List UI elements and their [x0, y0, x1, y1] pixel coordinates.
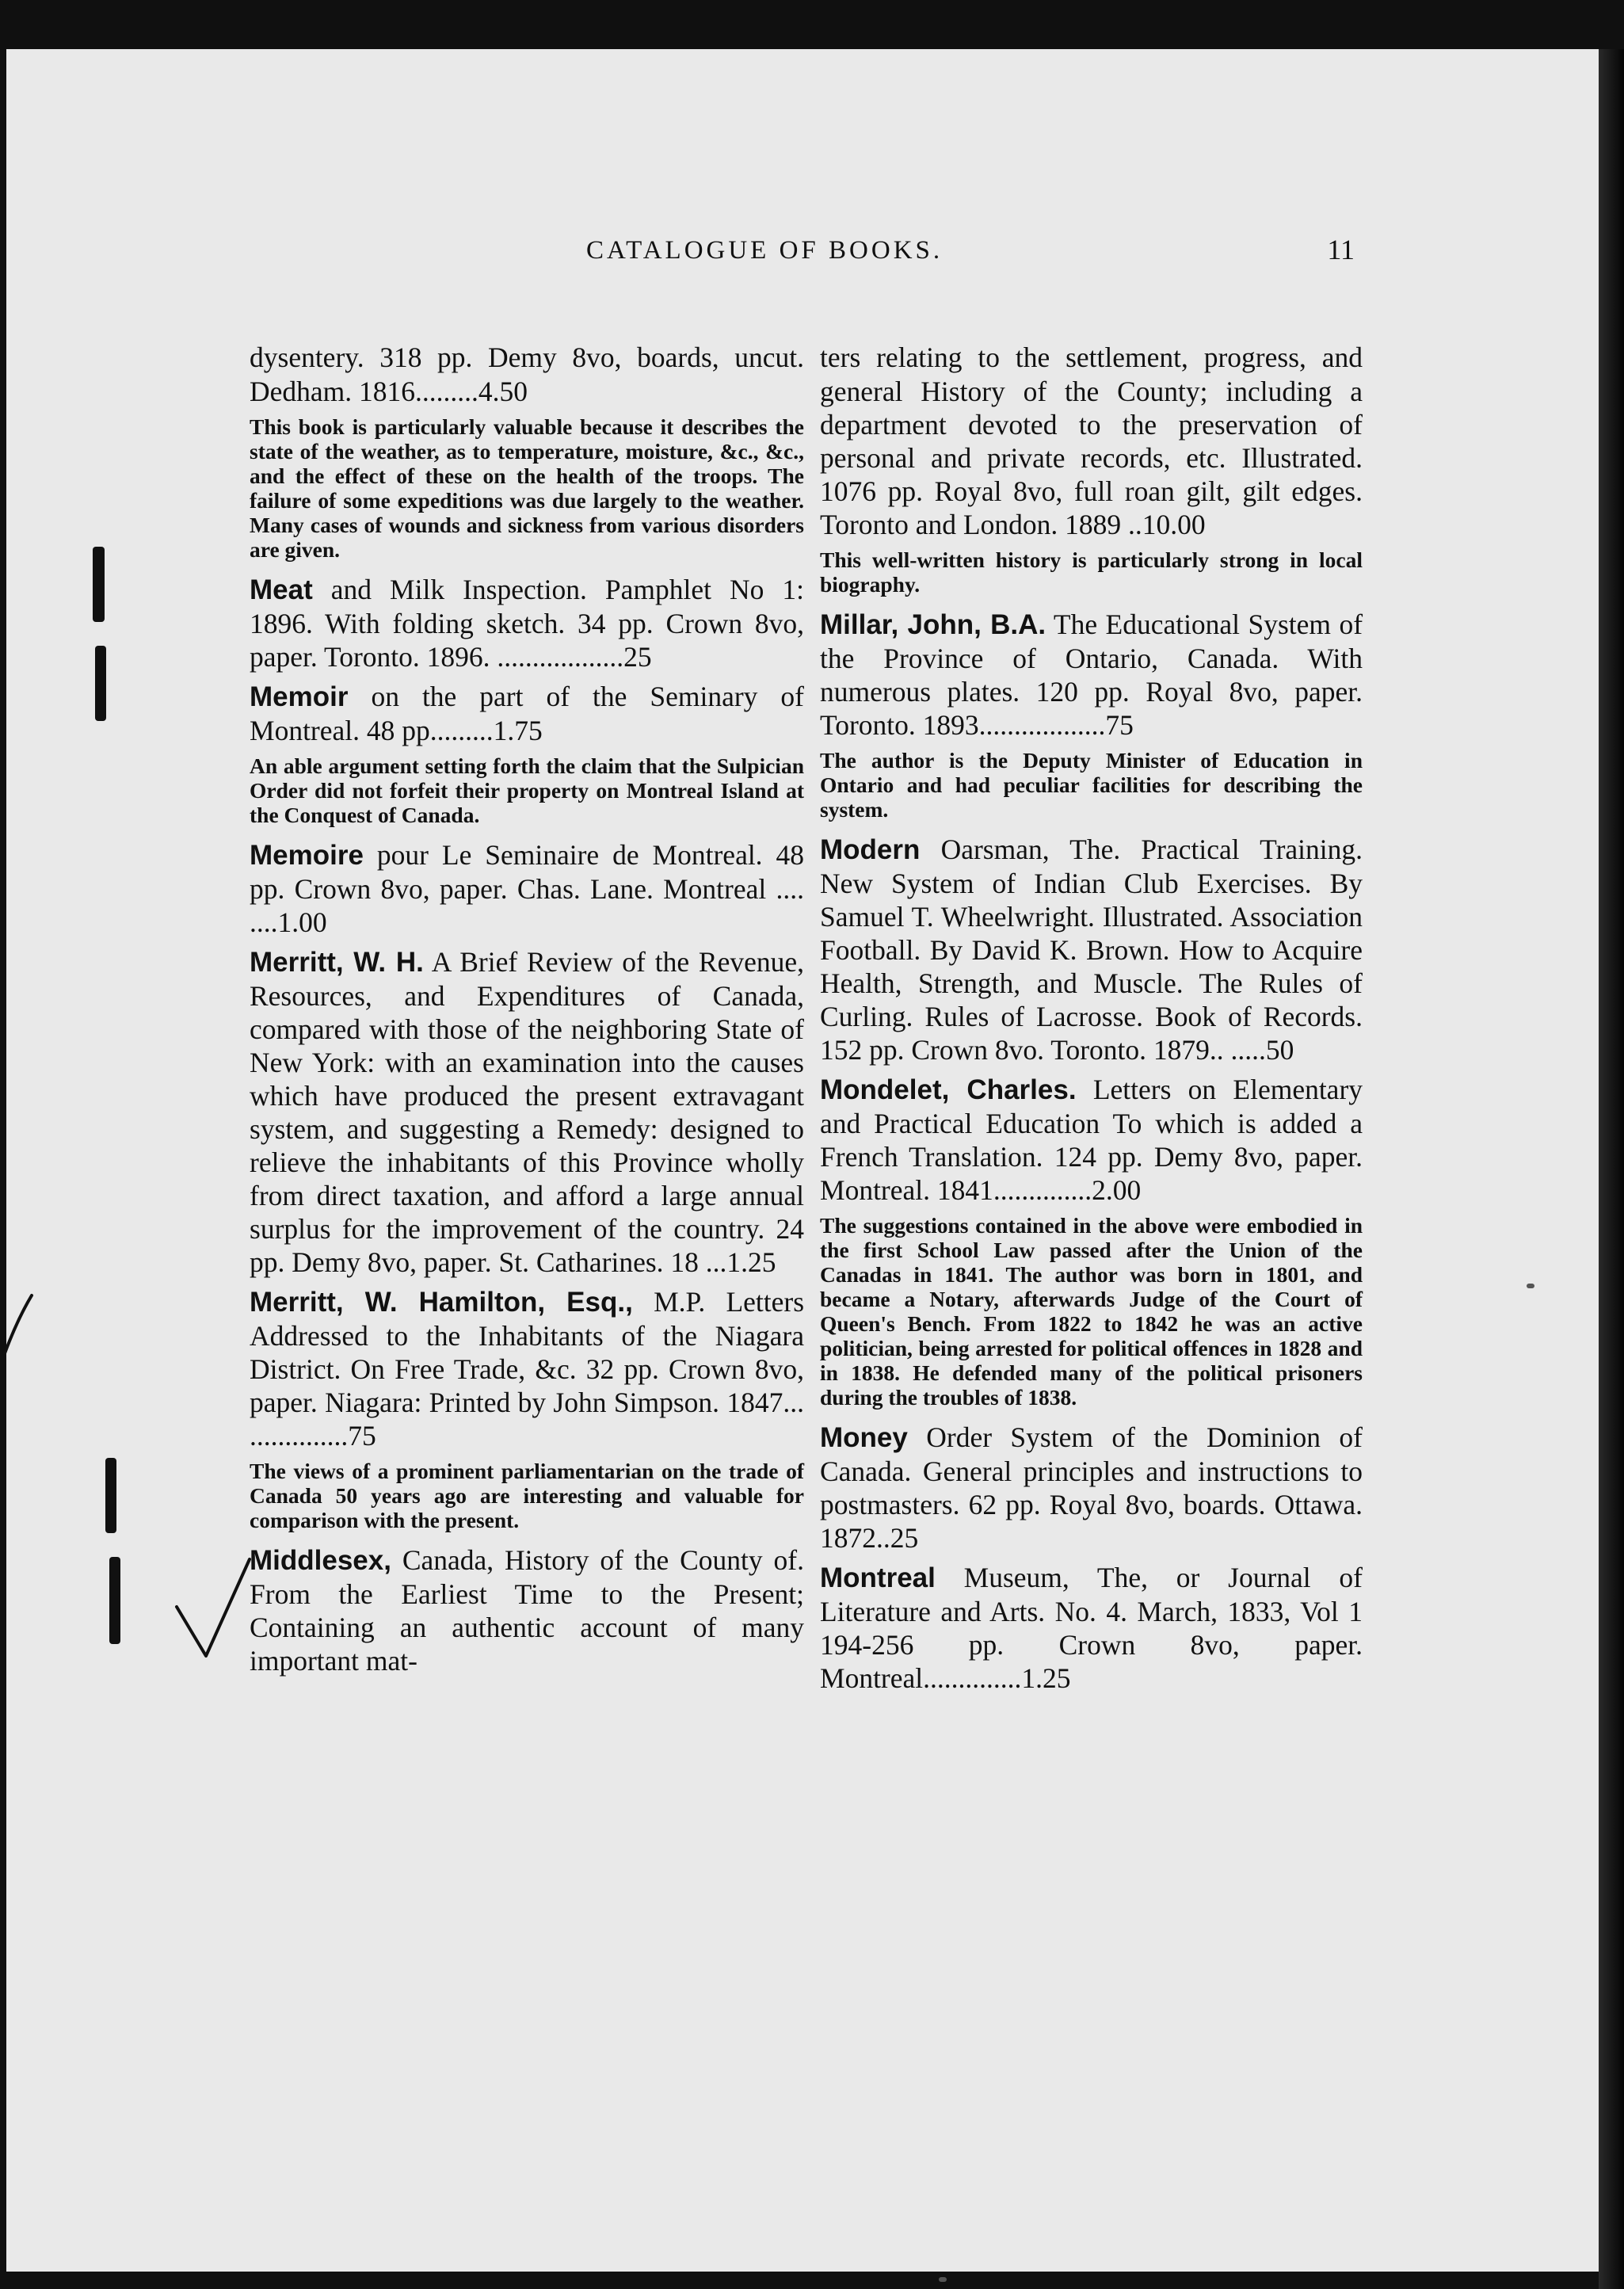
- margin-slash-mark: [0, 1291, 36, 1359]
- entry-text: and Milk Inspection. Pamphlet No 1: 1896. With folding sketch. 34 pp. Crown 8vo, paper. Toronto. 1896. ..................25: [250, 574, 804, 673]
- margin-mark: [95, 646, 106, 721]
- margin-mark: [109, 1557, 120, 1644]
- entry-text: Order System of the Dominion of Canada. General principles and instructions to postmasters. 62 pp. Royal 8vo, boards. Ottawa. 1872..25: [820, 1421, 1363, 1554]
- entry-headword: Middlesex,: [250, 1545, 391, 1576]
- catalogue-entry: [250, 573, 804, 673]
- entry-note: This well-written history is particularly strong in local biography.: [820, 547, 1363, 597]
- catalogue-entry: [820, 1073, 1363, 1207]
- entry-headword: Modern: [820, 834, 921, 865]
- entry-headword: Merritt, W. H.: [250, 947, 424, 978]
- catalogue-entry: [250, 945, 804, 1279]
- dust-speck: [1527, 1284, 1534, 1288]
- entry-note: The suggestions contained in the above were embodied in the first School Law passed after the Union of the Canadas in 1841. The author was born in 1801, and became a Notary, afterwards Judge of the Court of Queen's Bench. From 1822 to 1842 he was an active politician, being arrested for political offences in 1828 and in 1838. He defended many of the political prisoners during the troubles of 1838.: [820, 1213, 1363, 1410]
- page-edge-shadow: [1599, 49, 1624, 2289]
- left-column: [250, 341, 804, 1684]
- entry-text: The Educational System of the Province of Ontario, Canada. With numerous plates. 120 pp. Royal 8vo, paper. Toronto. 1893..................75: [820, 608, 1363, 741]
- entry-text: ters relating to the settlement, progress, and general History of the County; including a department devoted to the preservation of personal and private records, etc. Illustrated. 1076 pp. Royal 8vo, full roan gilt, gilt edges. Toronto and London. 1889 ..10.00: [820, 341, 1363, 540]
- entry-headword: Memoire: [250, 840, 364, 871]
- catalogue-entry: [250, 1285, 804, 1452]
- catalogue-entry: [820, 341, 1363, 541]
- entry-note: The views of a prominent parliamentarian on the trade of Canada 50 years ago are interesting and valuable for comparison with the present.: [250, 1459, 804, 1532]
- entry-headword: Merritt, W. Hamilton, Esq.,: [250, 1287, 633, 1318]
- page-number: 11: [1327, 234, 1355, 265]
- margin-mark: [93, 547, 105, 622]
- entry-note: This book is particularly valuable because it describes the state of the weather, as to temperature, moisture, &c., &c., and the effect of these on the health of the troops. The failure of some expeditions was due largely to the weather. Many cases of wounds and sickness from various disorders are given.: [250, 414, 804, 562]
- entry-headword: Montreal: [820, 1562, 936, 1593]
- catalogue-entry: [820, 1421, 1363, 1555]
- running-title: CATALOGUE OF BOOKS.: [586, 236, 944, 265]
- entry-text: dysentery. 318 pp. Demy 8vo, boards, uncut. Dedham. 1816.........4.50: [250, 341, 804, 407]
- entry-text: Letters on Elementary and Practical Education To which is added a French Translation. 124 pp. Demy 8vo, paper. Montreal. 1841..............2.00: [820, 1074, 1363, 1206]
- dust-speck: [939, 2277, 947, 2282]
- entry-headword: Millar, John, B.A.: [820, 609, 1046, 640]
- entry-text: A Brief Review of the Revenue, Resources, and Expenditures of Canada, compared with those of the neighboring State of New York: with an examination into the causes which have produced the present extravagant system, and suggesting a Remedy: designed to relieve the inhabitants of this Province wholly from direct taxation, and afford a large annual surplus for the improvement of the country. 24 pp. Demy 8vo, paper. St. Catharines. 18 ...1.25: [250, 946, 804, 1278]
- entry-text: pour Le Seminaire de Montreal. 48 pp. Crown 8vo, paper. Chas. Lane. Montreal .... ....1.00: [250, 839, 804, 938]
- entry-text: Oarsman, The. Practical Training. New System of Indian Club Exercises. By Samuel T. Wheelwright. Illustrated. Association Football. By David K. Brown. How to Acquire Health, Strength, and Muscle. The Rules of Curling. Rules of Lacrosse. Book of Records. 152 pp. Crown 8vo. Toronto. 1879.. .....50: [820, 834, 1363, 1066]
- catalogue-entry: [820, 833, 1363, 1066]
- entry-headword: Memoir: [250, 681, 349, 712]
- entry-note: The author is the Deputy Minister of Education in Ontario and had peculiar facilities for describing the system.: [820, 748, 1363, 822]
- entry-headword: Money: [820, 1422, 908, 1453]
- entry-text: on the part of the Seminary of Montreal. 48 pp.........1.75: [250, 681, 804, 746]
- catalogue-entry: [820, 1561, 1363, 1695]
- margin-mark: [105, 1458, 116, 1533]
- checkmark-icon: [170, 1553, 257, 1672]
- entry-text: M.P. Letters Addressed to the Inhabitants of the Niagara District. On Free Trade, &c. 32 pp. Crown 8vo, paper. Niagara: Printed by John Simpson. 1847... ..............75: [250, 1286, 805, 1452]
- running-head: [254, 230, 1355, 277]
- catalogue-entry: [250, 1543, 804, 1677]
- catalogue-entry: [250, 838, 804, 939]
- entry-headword: Mondelet, Charles.: [820, 1074, 1077, 1105]
- entry-text: Canada, History of the County of. From the Earliest Time to the Present; Containing an authentic account of many important mat-: [250, 1544, 804, 1677]
- entry-text: Museum, The, or Journal of Literature and Arts. No. 4. March, 1833, Vol 1 194-256 pp. Crown 8vo, paper. Montreal..............1.25: [820, 1562, 1363, 1694]
- catalogue-entry: [250, 680, 804, 747]
- entry-note: An able argument setting forth the claim that the Sulpician Order did not forfeit their property on Montreal Island at the Conquest of Canada.: [250, 753, 804, 827]
- entry-headword: Meat: [250, 574, 313, 605]
- catalogue-entry: [250, 341, 804, 408]
- catalogue-entry: [820, 608, 1363, 742]
- right-column: [820, 341, 1363, 1701]
